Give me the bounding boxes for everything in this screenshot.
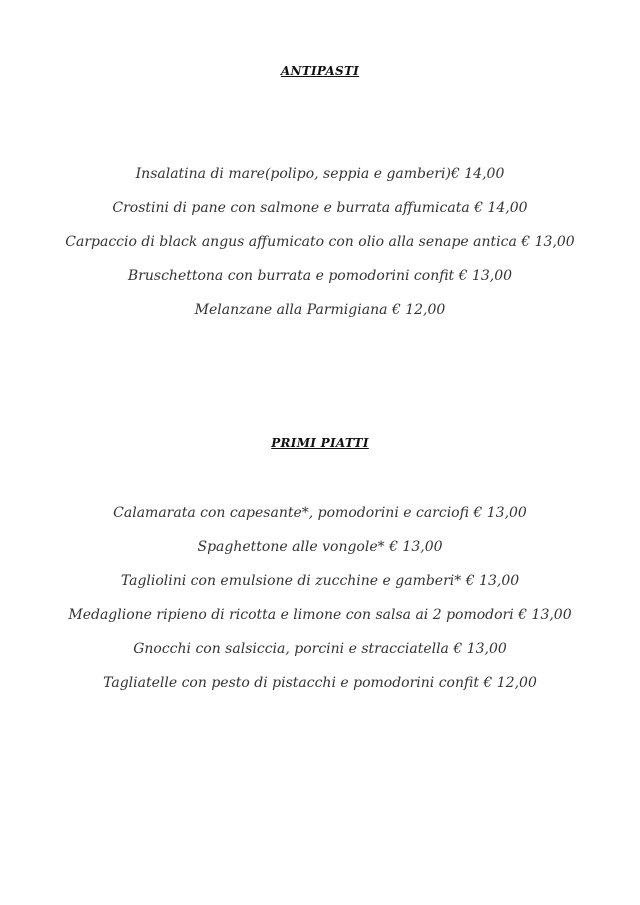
menu-item: Spaghettone alle vongole* € 13,00 [197, 539, 443, 555]
menu-item: Bruschettona con burrata e pomodorini confit € 13,00 [127, 268, 513, 284]
section-title-antipasti: ANTIPASTI [280, 64, 360, 78]
menu-item: Medaglione ripieno di ricotta e limone con salsa ai 2 pomodori € 13,00 [68, 607, 572, 623]
menu-item: Melanzane alla Parmigiana € 12,00 [194, 302, 446, 318]
antipasti-list [0, 157, 640, 327]
menu-item: Carpaccio di black angus affumicato con olio alla senape antica € 13,00 [65, 234, 575, 250]
menu-item: Crostini di pane con salmone e burrata affumicata € 14,00 [112, 200, 528, 216]
menu-item: Gnocchi con salsiccia, porcini e stracciatella € 13,00 [133, 641, 507, 657]
menu-item: Tagliatelle con pesto di pistacchi e pomodorini confit € 12,00 [103, 675, 537, 691]
menu-item: Insalatina di mare(polipo, seppia e gamberi)€ 14,00 [135, 166, 505, 182]
section-title-primi-piatti: PRIMI PIATTI [271, 436, 369, 450]
primi-piatti-list [0, 496, 640, 700]
menu-item: Tagliolini con emulsione di zucchine e gamberi* € 13,00 [120, 573, 520, 589]
menu-item: Calamarata con capesante*, pomodorini e carciofi € 13,00 [113, 505, 527, 521]
